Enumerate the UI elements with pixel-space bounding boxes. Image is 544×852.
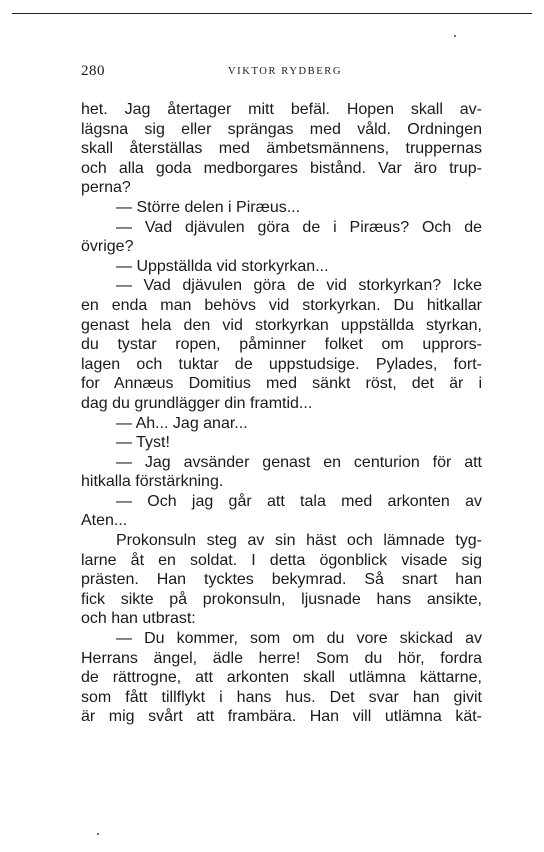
text-line: hitkalla förstärkning.: [81, 473, 224, 491]
text-line: — Ah... Jag anar...: [116, 414, 248, 432]
text-line: lägsna sig eller sprängas med våld. Ordningen: [81, 120, 482, 138]
text-line: du tystar ropen, påminner folket om upprors-: [81, 336, 482, 354]
text-line: lagen och tuktar de uppstudsige. Pylades, fort-: [81, 355, 482, 373]
text-line: — Du kommer, som om du vore skickad av: [116, 630, 482, 648]
running-head: VIKTOR RYDBERG: [228, 66, 343, 77]
text-line: fick sikte på prokonsuln, ljusnade hans ansikte,: [81, 590, 482, 608]
text-line: de rättrogne, att arkonten skall utlämna kättarne,: [81, 669, 482, 687]
ink-speck: [97, 833, 99, 835]
text-line: övrige?: [81, 238, 134, 256]
text-line: perna?: [81, 179, 131, 197]
text-line: for Annæus Domitius med sänkt röst, det är i: [81, 375, 482, 393]
text-line: larne åt en soldat. I detta ögonblick visade sig: [81, 551, 482, 569]
text-line: — Uppställda vid storkyrkan...: [116, 257, 329, 275]
text-line: en enda man behövs vid storkyrkan. Du hitkallar: [81, 296, 482, 314]
text-line: — Tyst!: [116, 434, 170, 452]
text-line: och han utbrast:: [81, 610, 196, 628]
text-line: prästen. Han tycktes bekymrad. Så snart han: [81, 571, 482, 589]
text-line: genast hela den vid storkyrkan uppställda styrkan,: [81, 316, 482, 334]
text-line: skall återställas med ämbetsmännens, truppernas: [81, 140, 482, 158]
text-line: är mig svårt att frambära. Han vill utlämna kät-: [81, 708, 482, 726]
top-rule: [12, 13, 532, 14]
text-line: — Jag avsänder genast en centurion för att: [116, 453, 482, 471]
text-line: och alla goda medborgares bistånd. Var äro trup-: [81, 159, 482, 177]
page-number: 280: [81, 63, 105, 79]
body-text: [81, 100, 482, 727]
text-line: Herrans ängel, ädle herre! Som du hör, fordra: [81, 649, 482, 667]
ink-speck: [454, 35, 456, 37]
text-line: — Större delen i Piræus...: [116, 198, 301, 216]
text-line: — Vad djävulen göra de i Piræus? Och de: [116, 218, 482, 236]
text-line: Prokonsuln steg av sin häst och lämnade tyg-: [116, 532, 482, 550]
text-line: Aten...: [81, 512, 128, 530]
text-line: het. Jag återtager mitt befäl. Hopen skall av-: [81, 101, 482, 118]
text-line: dag du grundlägger din framtid...: [81, 394, 313, 412]
text-line: som fått tillflykt i hans hus. Det svar han givit: [81, 688, 482, 706]
text-line: — Vad djävulen göra de vid storkyrkan? Icke: [116, 277, 482, 295]
text-line: — Och jag går att tala med arkonten av: [116, 492, 482, 510]
